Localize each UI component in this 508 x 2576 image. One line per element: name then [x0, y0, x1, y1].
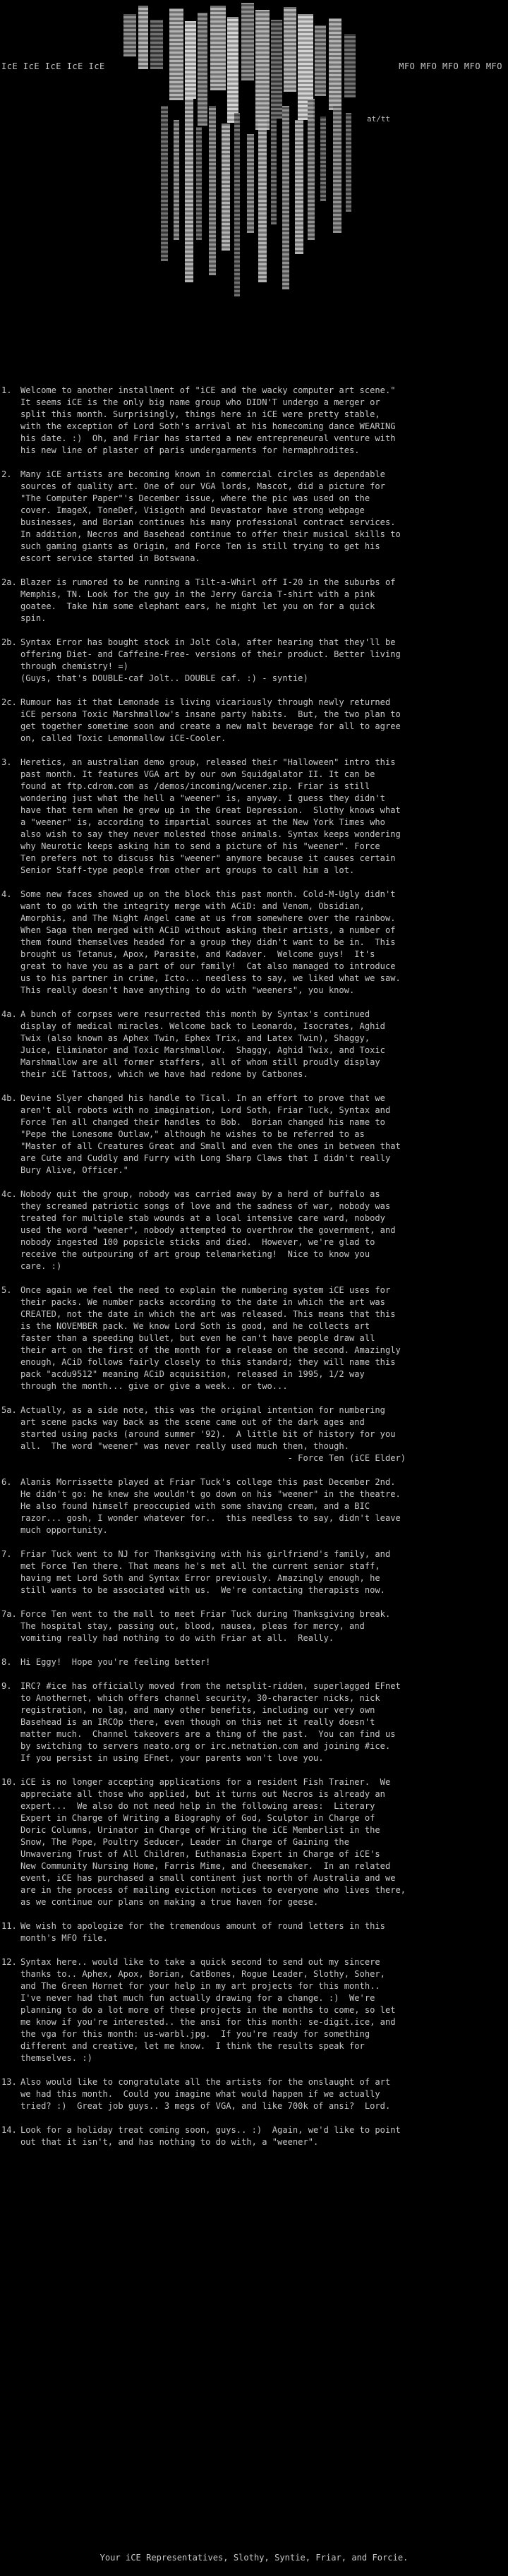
logo-block [138, 6, 148, 69]
item-text: Syntax here.. would like to take a quick second to send out my sincere thanks to.. Aphex, Apox, Borian, CatBones, Rogue Leader, Slothy, Soher, and The Green Hornet for your help in my art projects for this month.. I've never had that much fun actually drawing for a change. :) We're planning to do a lot more of these projects in the months to come, so let me know if you're interested.. the ansi for this month: se-digit.ice, and the vga for this month: us-warbl.jpg. If you're ready for something different and creative, let me know. I think the results speak for themselves. :) [20, 1957, 396, 2063]
logo-block [282, 106, 289, 289]
tagline-right: MFO MFO MFO MFO MFO [399, 61, 502, 71]
item-number: 14. [1, 2125, 17, 2135]
logo-block [123, 14, 136, 56]
logo-block [346, 113, 351, 212]
news-item [0, 1188, 505, 1272]
item-text: Rumour has it that Lemonade is living vicariously through newly returned iCE persona Toxic Marshmallow's insane party habits. But, the two plan to get together sometime soon and create a new malt beverage for all to agree on, called Toxic Lemonmallow iCE-Cooler. [20, 697, 401, 743]
news-item [0, 1284, 505, 1392]
item-number: 4a. [1, 1009, 17, 1019]
news-item [0, 1009, 505, 1081]
news-item [0, 757, 505, 877]
logo-block [150, 20, 163, 69]
news-item [0, 1956, 505, 2064]
item-text: iCE is no longer accepting applications for a resident Fish Trainer. We appreciate all those who applied, but it turns out Necros is already an expert... We also do not need help in the following areas: Literary Expert in Charge of Writing a Biography of God, Sculptor in Charge of Doric Columns, Urinator in Charge of Writing the iCE Memberlist in the Snow, The Pope, Poultry Seducer, Leader in Charge of Gaining the Unwavering Trust of All Children, Euthanasia Expert in Charge of iCE's New Community Nursing Home, Farris Mime, and Cheesemaker. In an related event, iCE has purchased a small continent just north of Australia and we are in the process of mailing eviction notices to everyone who lives there, as we continue our plans on making a true haven for geese. [20, 1777, 406, 1907]
news-item [0, 2124, 505, 2148]
news-item [0, 385, 505, 457]
item-number: 4b. [1, 1093, 17, 1103]
footer-signature: Your iCE Representatives, Slothy, Syntie, Friar, and Forcie. [99, 2553, 409, 2563]
item-text: Many iCE artists are becoming known in commercial circles as dependable sources of quality art. One of our VGA lords, Mascot, did a picture for "The Computer Paper"'s December issue, where the pic was used on the cover. ImageX, ToneDef, Visigoth and Devastator have strong webpage businesses, and Borian continues his many professional contract services. In addition, Necros and Basehead continue to offer their musical skills to such gaming giants as Origin, and Force Ten is still trying to get his escort service started in Botswana. [20, 469, 401, 563]
item-text: Some new faces showed up on the block this past month. Cold-M-Ugly didn't want to go with the integrity merge with ACiD: and Venom, Obsidian, Amorphis, and The Night Angel came at us from somewhere over the rainbow. When Saga then merged with ACiD without asking their artists, a number of them found themselves headed for a group they didn't want to be in. This brought us Tetanus, Apox, Parasite, and Kadaver. Welcome guys! It's great to have you as a part of our family! Cat also managed to introduce us to his partner in crime, Icto... needless to say, we liked what we saw. This really doesn't have anything to do with "weeners", you know. [20, 889, 401, 995]
item-number: 2b. [1, 637, 17, 647]
item-text: Heretics, an australian demo group, released their "Halloween" intro this past month. It features VGA art by our own Squidgalator II. It can be found at ftp.cdrom.com as /demos/incoming/wcener.zip. Friar is still wondering just what the hell a "weener" is, anyway. I guess they didn't have that term when he grew up in the Great Depression. Slothy knows what a "weener" is, according to impartial sources at the New York Times who also wish to say they never molested those animals. Syntax keeps wondering why Neurotic keeps asking him to send a picture of his "weener". Force Ten prefers not to discuss his "weener" anymore because it causes certain Senior Staff-type people from other art groups to call him a lot. [20, 757, 401, 875]
logo-block [161, 106, 168, 261]
logo-block [258, 120, 267, 282]
item-text: Blazer is rumored to be running a Tilt-a-Whirl off I-20 in the suburbs of Memphis, TN. Look for the guy in the Jerry Garcia T-shirt with a pink goatee. Take him some elephant ears, he might let you on for a quick spin. [20, 577, 396, 623]
item-number: 11. [1, 1921, 17, 1931]
logo-block [255, 10, 270, 130]
item-number: 2a. [1, 577, 17, 587]
news-item [0, 1093, 505, 1176]
logo-block [315, 25, 326, 96]
item-number: 4c. [1, 1189, 17, 1199]
item-number: 3. [1, 757, 12, 767]
logo-block [209, 106, 216, 275]
item-number: 2c. [1, 697, 17, 707]
item-number: 5a. [1, 1405, 17, 1415]
news-item [0, 1404, 505, 1464]
news-item [0, 1680, 505, 1764]
news-item [0, 889, 505, 997]
logo-block [198, 13, 207, 126]
item-text: Force Ten went to the mall to meet Friar Tuck during Thanksgiving break. The hospital stay, passing out, blood, nausea, pleas for mercy, and vomiting really had nothing to do with Friar at all. Really. [20, 1609, 391, 1643]
news-item [0, 1476, 505, 1536]
item-text: Alanis Morrissette played at Friar Tuck's college this past December 2nd. He didn't go: he knew she wouldn't go down on his "weener" in the theatre. He also found himself preoccupied with some shaving cream, and a BIC razor... gosh, I wonder whatever for.. this needless to say, didn't leave much opportunity. [20, 1477, 401, 1535]
news-item [0, 697, 505, 745]
item-text: Also would like to congratulate all the artists for the onslaught of art we had this month. Could you imagine what would happen if we actually tried? :) Great job guys.. 3 megs of VGA, and like 700k of ansi? Lord. [20, 2077, 391, 2111]
tagline-left: IcE IcE IcE IcE IcE [1, 61, 105, 71]
item-number: 1. [1, 385, 12, 395]
logo-block [329, 18, 341, 110]
item-number: 8. [1, 1657, 12, 1667]
item-text: A bunch of corpses were resurrected this month by Syntax's continued display of medical miracles. Welcome back to Leonardo, Isocrates, Aghid Twix (also known as Aphex Twin, Ephex Trix, and Latex Twin), Shaggy, Juice, Eliminator and Toxic Marshmallow. Shaggy, Aghid Twix, and Toxic Marshmallow are all former staffers, all of whom still proudly display their iCE Tattoos, which we have had redone by Catbones. [20, 1009, 385, 1079]
item-number: 7. [1, 1549, 12, 1559]
ice-ansi-logo [0, 0, 508, 367]
item-number: 7a. [1, 1609, 17, 1619]
logo-block [174, 120, 179, 240]
item-text: Syntax Error has bought stock in Jolt Cola, after hearing that they'll be offering Diet- and Caffeine-Free- versions of their product. Better living through chemistry! =) (Guys, that's DOUBLE-caf Jolt.. DOUBLE caf. :) - syntie) [20, 637, 401, 683]
item-number: 2. [1, 469, 12, 479]
logo-block [169, 8, 183, 100]
item-number: 4. [1, 889, 12, 899]
logo-block [185, 21, 196, 99]
logo-block [210, 6, 226, 90]
item-number: 13. [1, 2077, 17, 2087]
item-text: Hi Eggy! Hope you're feeling better! [20, 1657, 211, 1667]
header-banner [0, 0, 508, 367]
news-item [0, 1608, 505, 1644]
item-text: Actually, as a side note, this was the original intention for numbering art scene packs way back as the scene came out of the dark ages and started using packs (around summer '92). A little bit of history for you all. The word "weener" was never really used much then, though. - Force Ten (iCE Elder) [20, 1405, 406, 1463]
news-item [0, 637, 505, 685]
news-item [0, 1548, 505, 1596]
logo-block [227, 17, 238, 123]
logo-block [196, 127, 202, 240]
logo-block [308, 99, 315, 240]
item-number: 10. [1, 1777, 17, 1787]
news-item [0, 1776, 505, 1908]
logo-block [344, 34, 356, 97]
logo-block [247, 134, 254, 233]
item-text: Nobody quit the group, nobody was carried away by a herd of buffalo as they screamed patriotic songs of love and the sadness of war, nobody was treated for multiple stab wounds at a local intensive care ward, nobody used the word "weener", nobody attempted to overthrow the government, and nobody ingested 100 popsicle sticks and died. However, we're glad to receive the outpouring of art group telemarketing! Nice to know you care. :) [20, 1189, 396, 1271]
item-text: Devine Slyer changed his handle to Tical. In an effort to prove that we aren't all robots with no imagination, Lord Soth, Friar Tuck, Syntax and Force Ten all changed their handles to Bob. Borian changed his name to "Pepe the Lonesome Outlaw," although he wishes to be referred to as "Master of all Creatures Great and Small and even the ones in between that are Cute and Cuddly and Furry with Long Sharp Claws that I didn't really Bury Alive, Officer." [20, 1093, 401, 1175]
logo-block [241, 3, 254, 80]
item-number: 5. [1, 1285, 12, 1295]
logo-block [333, 106, 341, 233]
logo-block [320, 116, 326, 201]
item-text: Friar Tuck went to NJ for Thanksgiving with his girlfriend's family, and met Force Ten there. That means he's met all the current senior staff, having met Lord Soth and Syntax Error previously. Amazingly enough, he still wants to be associated with us. We're contacting therapists now. [20, 1549, 391, 1595]
news-item [0, 577, 505, 625]
item-number: 12. [1, 1957, 17, 1967]
news-item [0, 2076, 505, 2112]
logo-block [284, 7, 296, 92]
logo-block [222, 124, 230, 251]
news-item [0, 1656, 505, 1668]
news-item [0, 469, 505, 565]
item-text: Look for a holiday treat coming soon, guys.. :) Again, we'd like to point out that it isn't, and has nothing to do with, a "weener". [20, 2125, 401, 2147]
news-item [0, 1920, 505, 1944]
item-text: We wish to apologize for the tremendous amount of round letters in this month's MFO file. [20, 1921, 385, 1943]
logo-block [234, 113, 240, 296]
item-text: Welcome to another installment of "iCE and the wacky computer art scene." It seems iCE is the only big name group who DIDN'T undergo a merger or split this month. Surprisingly, things here in iCE were pretty stable, with the exception of Lord Soth's arrival at his homecoming dance WEARING his date. :) Oh, and Friar has started a new entrepreneural venture with his new line of plaster of paris undergarments for hermaphrodites. [20, 385, 396, 455]
item-text: Once again we feel the need to explain the numbering system iCE uses for their packs. We number packs according to the date in which the art was CREATED, not the date in which the art was released. This means that this is the NOVEMBER pack. We know Lord Soth is good, and he collects art faster than a speeding bullet, but even he can't have people draw all their art on the first of the month for a release on the second. Amazingly enough, ACiD follows fairly closely to this standard; they will name this pack "acdu9512" meaning ACiD acquisition, released in 1995, 1/2 way through the month... give or give a week.. or two... [20, 1285, 401, 1391]
logo-block [271, 119, 277, 224]
artist-credit: at/tt [367, 114, 391, 124]
logo-block [271, 20, 282, 119]
item-text: IRC? #ice has officially moved from the netsplit-ridden, superlagged EFnet to Anothernet, which offers channel security, 30-character nicks, nick registration, no lag, and many other benefits, including our very own Basehead is an IRCOp there, even though on this net it really doesn't matter much. Channel takeovers are a thing of the past. You can find us by switching to servers neato.org or irc.netnation.com and joining #ice. If you persist in using EFnet, your parents won't love you. [20, 1681, 401, 1763]
item-number: 9. [1, 1681, 12, 1691]
logo-block [185, 99, 193, 282]
newsletter-body [0, 385, 505, 2160]
logo-block [295, 120, 303, 254]
item-number: 6. [1, 1477, 12, 1487]
